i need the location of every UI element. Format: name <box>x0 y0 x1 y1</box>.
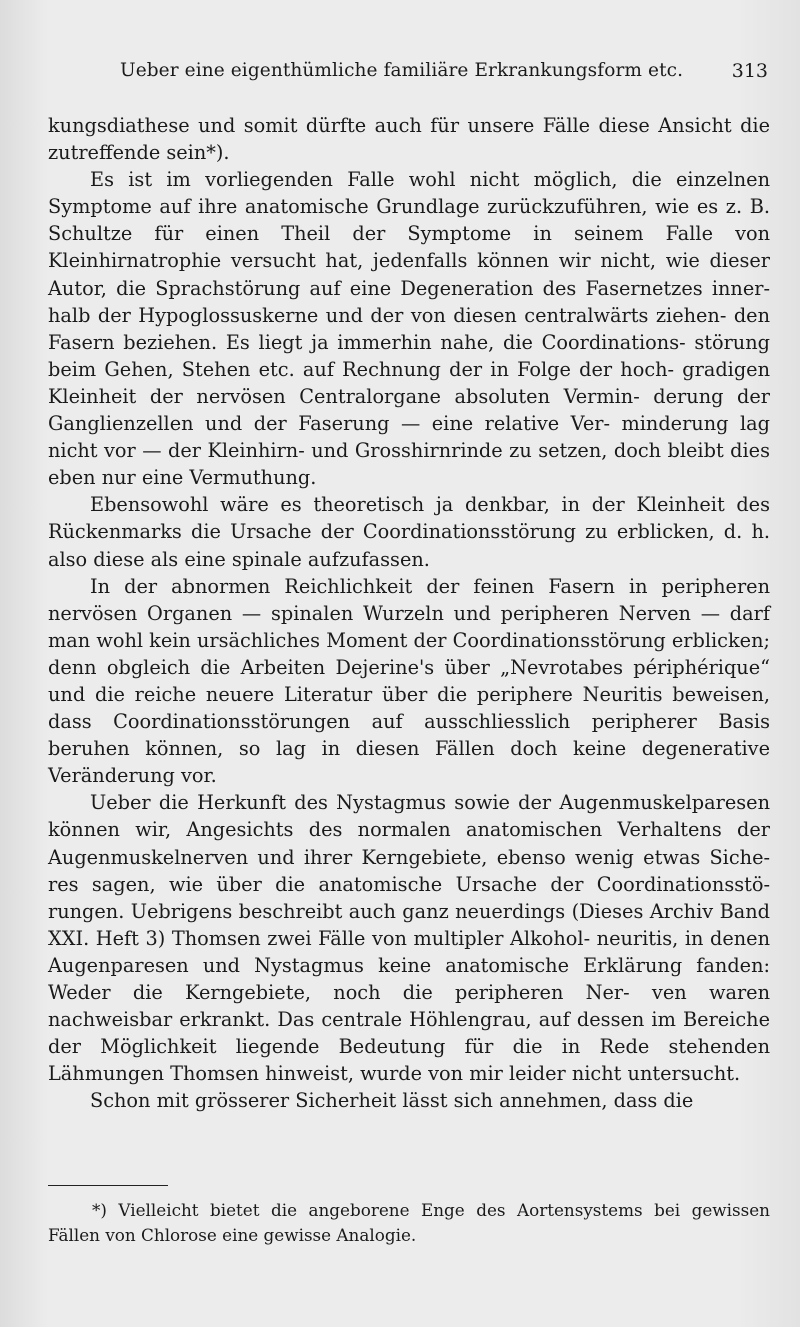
body-text <box>48 112 770 1114</box>
footnote-divider <box>48 1185 168 1186</box>
footnote <box>48 1198 770 1248</box>
paragraph: Ebensowohl wäre es theoretisch ja denkbar, in der Kleinheit des Rückenmarks die Ursache der Coordinationsstörung zu erblicken, d. h. also diese als eine spinale aufzufassen. <box>48 493 770 571</box>
paragraph: Schon mit grösserer Sicherheit lässt sich annehmen, dass die <box>90 1089 694 1113</box>
paragraph: kungsdiathese und somit dürfte auch für unsere Fälle diese Ansicht die zutreffende sein*). <box>48 114 770 165</box>
footnote-text: *) Vielleicht bietet die angeborene Enge des Aortensystems bei gewissen Fällen von Chlorose eine gewisse Analogie. <box>48 1200 770 1245</box>
page-number: 313 <box>731 60 768 82</box>
running-title: Ueber eine eigenthümliche familiäre Erkrankungsform etc. <box>120 60 684 81</box>
paragraph: Es ist im vorliegenden Falle wohl nicht möglich, die einzelnen Symptome auf ihre anatomische Grundlage zurückzuführen, wie es z. B. Schultze für einen Theil der Symptome in seinem Falle von Kleinhirnatrophie versucht hat, jedenfalls können wir nicht, wie dieser Autor, die Sprachstörung auf eine Degeneration des Fasernetzes inner- halb der Hypoglossuskerne und der von diesen centralwärts ziehen- den Fasern beziehen. Es liegt ja immerhin nahe, die Coordinations- störung beim Gehen, Stehen etc. auf Rechnung der in Folge der hoch- gradigen Kleinheit der nervösen Centralorgane absoluten Vermin- derung der Ganglienzellen und der Faserung — eine relative Ver- minderung lag nicht vor — der Kleinhirn- und Grosshirnrinde zu setzen, doch bleibt dies eben nur eine Vermuthung. <box>48 168 770 490</box>
paragraph: In der abnormen Reichlichkeit der feinen Fasern in peripheren nervösen Organen — spinalen Wurzeln und peripheren Nerven — darf man wohl kein ursächliches Moment der Coordinationsstörung erblicken; denn obgleich die Arbeiten Dejerine's über „Nevrotabes périphérique“ und die reiche neuere Literatur über die periphere Neuritis beweisen, dass Coordinationsstörungen auf ausschliesslich peripherer Basis beruhen können, so lag in diesen Fällen doch keine degenerative Veränderung vor. <box>48 574 770 788</box>
paragraph: Ueber die Herkunft des Nystagmus sowie der Augenmuskelparesen können wir, Angesichts des normalen anatomischen Verhaltens der Augenmuskelnerven und ihrer Kerngebiete, ebenso wenig etwas Siche- res sagen, wie über die anatomische Ursache der Coordinationsstö- rungen. Uebrigens beschreibt auch ganz neuerdings (Dieses Archiv Band XXI. Heft 3) Thomsen zwei Fälle von multipler Alkohol- neuritis, in denen Augenparesen und Nystagmus keine anatomische Erklärung fanden: Weder die Kerngebiete, noch die peripheren Ner- ven waren nachweisbar erkrankt. Das centrale Höhlengrau, auf dessen im Bereiche der Möglichkeit liegende Bedeutung für die in Rede stehenden Lähmungen Thomsen hinweist, wurde von mir leider nicht untersucht. <box>48 791 770 1086</box>
page-header <box>48 60 768 90</box>
